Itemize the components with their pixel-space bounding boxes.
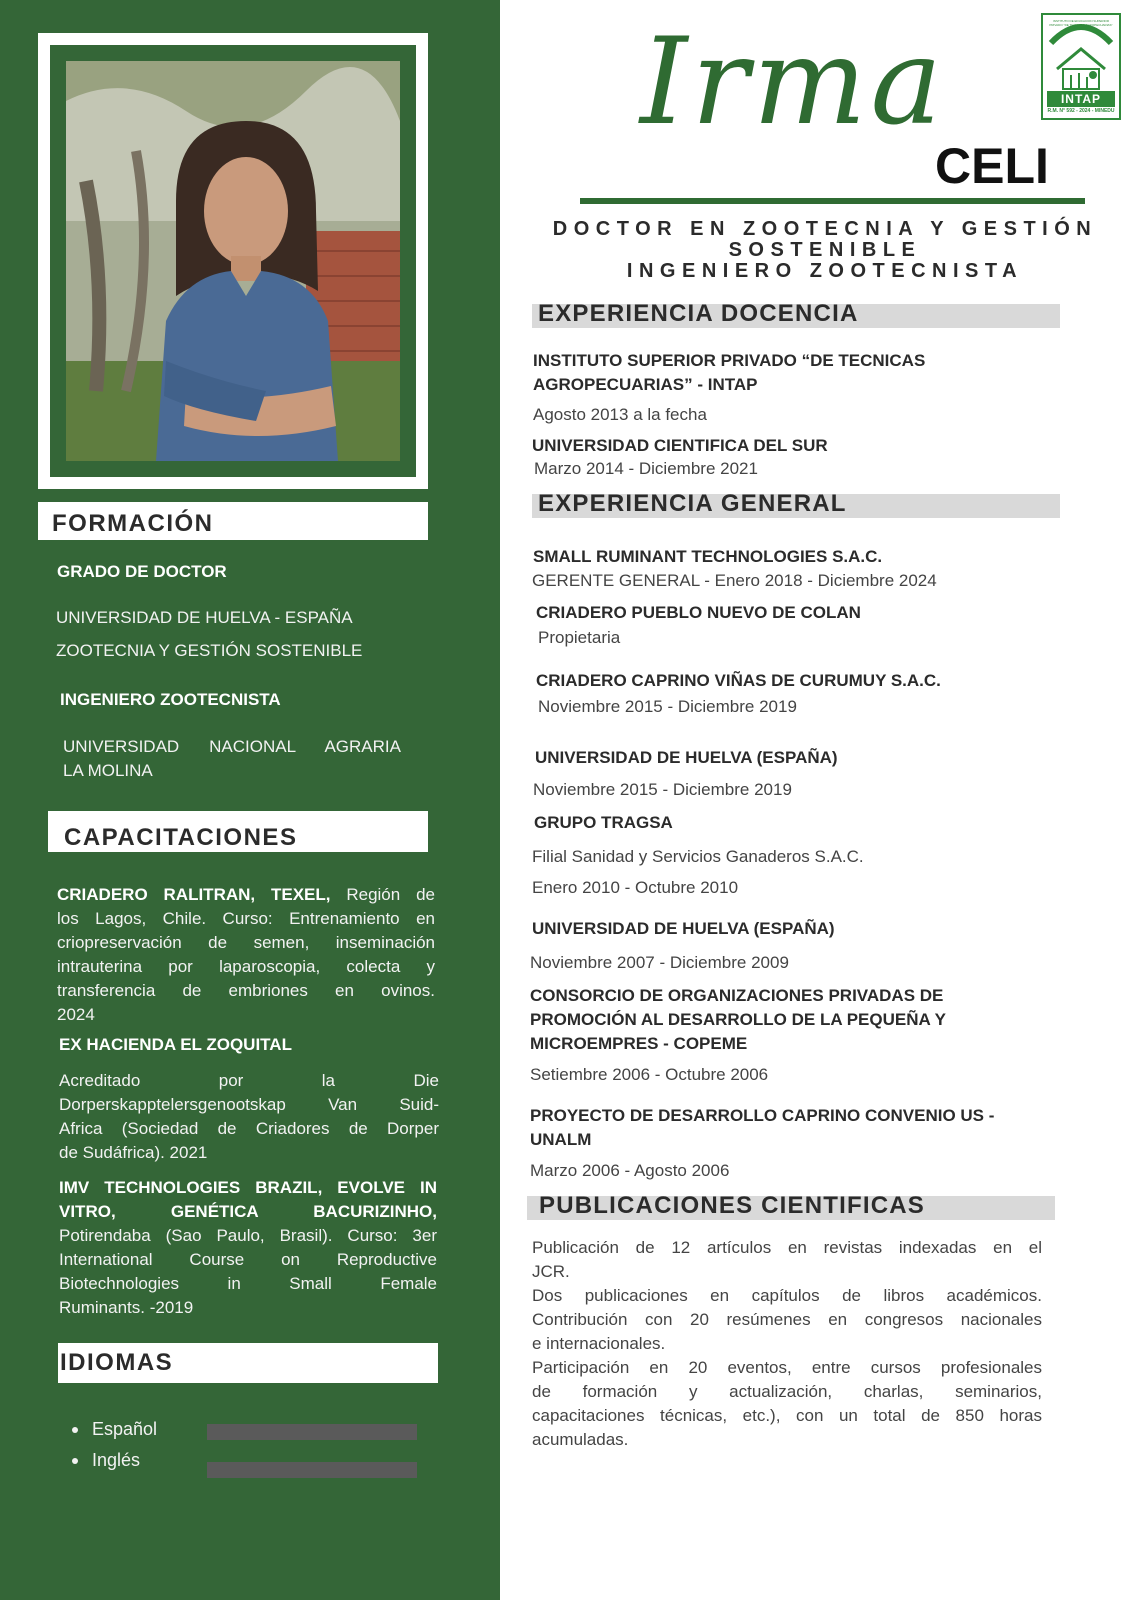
name-underline — [580, 198, 1085, 204]
general-org1: SMALL RUMINANT TECHNOLOGIES S.A.C. — [533, 547, 883, 566]
docencia-date2: Marzo 2014 - Diciembre 2021 — [534, 459, 758, 478]
publication-line1: Publicación de 12 artículos en revistas indexadas en el — [532, 1238, 1042, 1257]
institution-molina-line1: UNIVERSIDAD NACIONAL AGRARIA — [63, 737, 401, 756]
docencia-org1-line2: AGROPECUARIAS” - INTAP — [533, 375, 758, 394]
training-item-1-line6: 2024 — [57, 1005, 95, 1024]
subtitle-line2: SOSTENIBLE — [728, 239, 922, 261]
docencia-heading: EXPERIENCIA DOCENCIA — [532, 304, 1060, 328]
training-item-2-line3: Africa (Sociedad de Criadores de Dorper — [59, 1119, 439, 1138]
publication-line9: acumuladas. — [532, 1430, 629, 1449]
training-item-3-line4: Ruminants. -2019 — [59, 1298, 194, 1317]
general-detail8: Marzo 2006 - Agosto 2006 — [530, 1161, 730, 1180]
general-detail6: Noviembre 2007 - Diciembre 2009 — [530, 953, 789, 972]
field-zootecnia: ZOOTECNIA Y GESTIÓN SOSTENIBLE — [56, 641, 363, 660]
training-item-1-line1: CRIADERO RALITRAN, TEXEL, Región de — [57, 885, 435, 904]
training-item-2-line1: Acreditado por la Die — [59, 1071, 439, 1090]
profile-photo — [66, 61, 400, 461]
general-org5: GRUPO TRAGSA — [534, 813, 673, 832]
institution-huelva: UNIVERSIDAD DE HUELVA - ESPAÑA — [56, 608, 353, 627]
general-detail4: Noviembre 2015 - Diciembre 2019 — [533, 780, 792, 799]
last-name: CELI — [935, 138, 1049, 194]
language-level-bar-ingles — [207, 1462, 417, 1478]
general-heading: EXPERIENCIA GENERAL — [532, 494, 1060, 518]
photo-frame — [38, 33, 428, 489]
training-item-3-line1: Potirendaba (Sao Paulo, Brasil). Curso: 3er — [59, 1226, 437, 1245]
general-org2: CRIADERO PUEBLO NUEVO DE COLAN — [536, 603, 861, 622]
training-item-1-line5: transferencia de embriones en ovinos. — [57, 981, 435, 1000]
general-org7-line3: MICROEMPRES - COPEME — [530, 1034, 748, 1053]
training-item-1-line4: intrauterina por laparoscopia, colecta y — [57, 957, 435, 976]
training-item-3-title-line2: VITRO, GENÉTICA BACURIZINHO, — [59, 1202, 437, 1221]
docencia-org1-line1: INSTITUTO SUPERIOR PRIVADO “DE TECNICAS — [533, 351, 926, 370]
docencia-org2: UNIVERSIDAD CIENTIFICA DEL SUR — [532, 436, 828, 455]
general-detail7: Setiembre 2006 - Octubre 2006 — [530, 1065, 769, 1084]
logo-bottom-text: R.M. N° 592 - 2024 - MINEDU — [1047, 108, 1115, 114]
general-detail5a: Filial Sanidad y Servicios Ganaderos S.A.C. — [532, 847, 864, 866]
training-item-2-line4: de Sudáfrica). 2021 — [59, 1143, 208, 1162]
bullet-icon — [72, 1427, 78, 1433]
general-org4: UNIVERSIDAD DE HUELVA (ESPAÑA) — [535, 748, 838, 767]
docencia-date1: Agosto 2013 a la fecha — [533, 405, 707, 424]
general-detail1: GERENTE GENERAL - Enero 2018 - Diciembre 2024 — [532, 571, 937, 590]
publication-line3: Dos publicaciones en capítulos de libros académicos. — [532, 1286, 1042, 1305]
degree-ingeniero: INGENIERO ZOOTECNISTA — [60, 690, 281, 709]
training-item-3-title-line1: IMV TECHNOLOGIES BRAZIL, EVOLVE IN — [59, 1178, 437, 1197]
general-org6: UNIVERSIDAD DE HUELVA (ESPAÑA) — [532, 919, 835, 938]
capacitaciones-heading: CAPACITACIONES — [48, 811, 428, 852]
logo-top-text: INSTITUTO DE EDUCACION SUPERIOR PRIVADO "DE TECNICAS AGROPECUARIAS" — [1049, 19, 1113, 27]
first-name: Irma — [640, 13, 947, 152]
training-item-2-line2: Dorperskapptelersgenootskap Van Suid- — [59, 1095, 439, 1114]
general-org8-line2: UNALM — [530, 1130, 592, 1149]
training-item-3-line3: Biotechnologies in Small Female — [59, 1274, 437, 1293]
institution-molina-line2: LA MOLINA — [63, 761, 153, 780]
training-item-2-title: EX HACIENDA EL ZOQUITAL — [59, 1035, 292, 1054]
training-item-1-line3: criopreservación de semen, inseminación — [57, 933, 435, 952]
language-item-ingles: Inglés — [72, 1450, 140, 1471]
subtitle-line3: INGENIERO ZOOTECNISTA — [626, 260, 1024, 282]
degree-doctor: GRADO DE DOCTOR — [57, 562, 227, 581]
publication-line6: Participación en 20 eventos, entre cursos profesionales — [532, 1358, 1042, 1377]
general-org8-line1: PROYECTO DE DESARROLLO CAPRINO CONVENIO US - — [530, 1106, 995, 1125]
training-item-1-line2: los Lagos, Chile. Curso: Entrenamiento en — [57, 909, 435, 928]
general-org7-line1: CONSORCIO DE ORGANIZACIONES PRIVADAS DE — [530, 986, 944, 1005]
training-item-3-line2: International Course on Reproductive — [59, 1250, 437, 1269]
bullet-icon — [72, 1458, 78, 1464]
publication-line8: capacitaciones técnicas, etc.), con un total de 850 horas — [532, 1406, 1042, 1425]
general-org7-line2: PROMOCIÓN AL DESARROLLO DE LA PEQUEÑA Y — [530, 1010, 946, 1029]
publication-line5: e internacionales. — [532, 1334, 666, 1353]
language-level-bar-espanol — [207, 1424, 417, 1440]
intap-logo — [1041, 13, 1121, 120]
language-item-espanol: Español — [72, 1419, 157, 1440]
general-detail5b: Enero 2010 - Octubre 2010 — [532, 878, 739, 897]
general-org3: CRIADERO CAPRINO VIÑAS DE CURUMUY S.A.C. — [536, 671, 941, 690]
publicaciones-heading: PUBLICACIONES CIENTIFICAS — [527, 1196, 1055, 1220]
sidebar — [0, 0, 500, 1600]
publication-line2: JCR. — [532, 1262, 570, 1281]
idiomas-heading: IDIOMAS — [58, 1343, 438, 1383]
general-detail2: Propietaria — [538, 628, 621, 647]
publication-line4: Contribución con 20 resúmenes en congresos nacionales — [532, 1310, 1042, 1329]
publication-line7: de formación y actualización, charlas, seminarios, — [532, 1382, 1042, 1401]
general-detail3: Noviembre 2015 - Diciembre 2019 — [538, 697, 797, 716]
logo-text: INTAP — [1060, 92, 1102, 106]
subtitle-line1: DOCTOR EN ZOOTECNIA Y GESTIÓN — [552, 218, 1098, 240]
formacion-heading: FORMACIÓN — [38, 502, 428, 540]
